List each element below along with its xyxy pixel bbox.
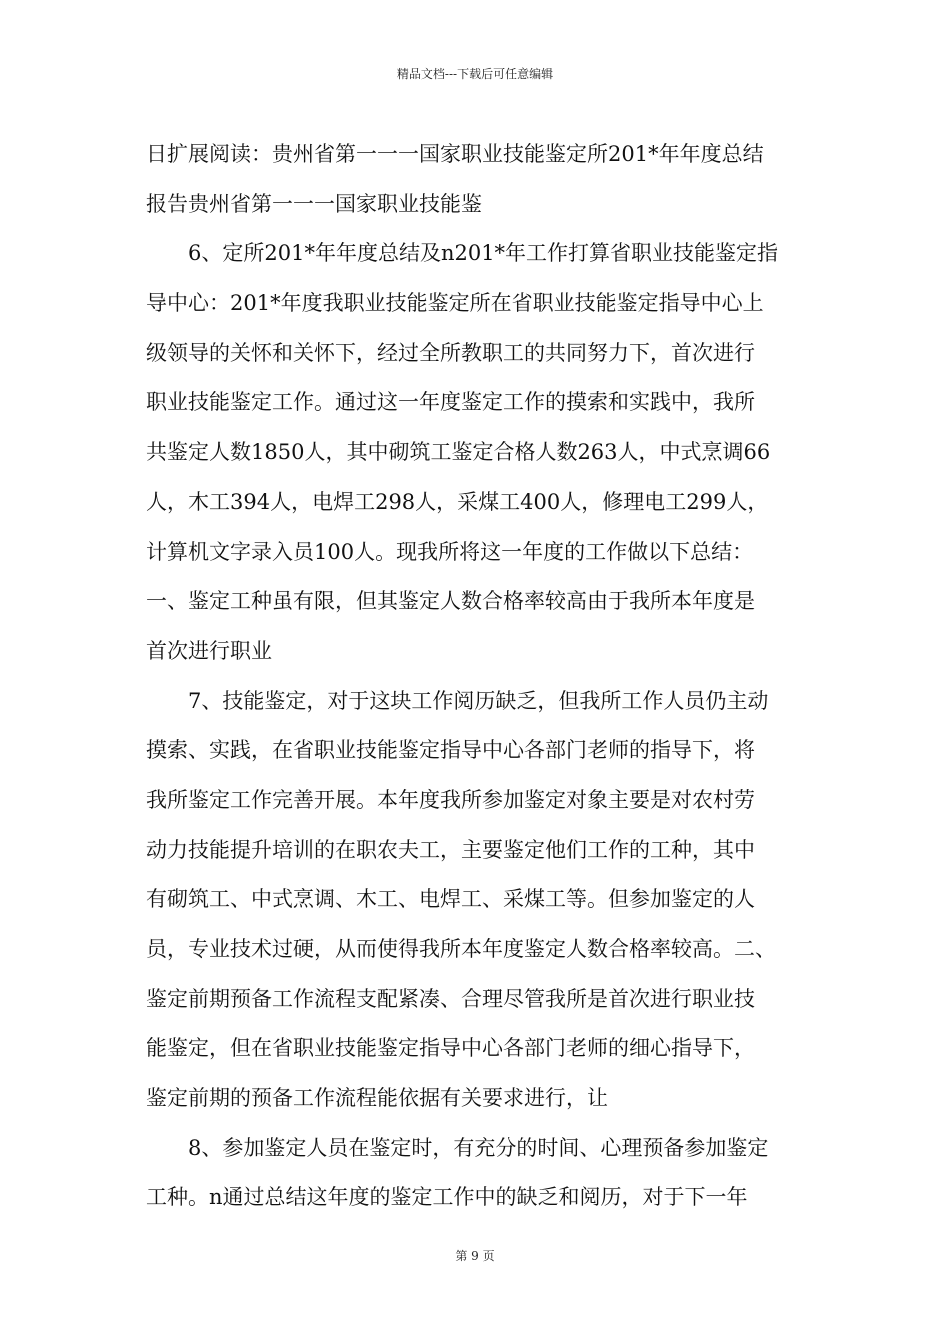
text-line: 计算机文字录入员100人。现我所将这一年度的工作做以下总结： <box>146 539 754 564</box>
text-line: 能鉴定，但在省职业技能鉴定指导中心各部门老师的细心指导下， <box>146 1036 755 1061</box>
page-header: 精品文档---下载后可任意编辑 <box>396 67 554 81</box>
page-number: 第 9 页 <box>455 1249 495 1263</box>
text-line: 动力技能提升培训的在职农夫工，主要鉴定他们工作的工种，其中 <box>146 837 755 862</box>
text-line: 职业技能鉴定工作。通过这一年度鉴定工作的摸索和实践中，我所 <box>146 390 755 415</box>
document-body <box>146 130 826 1223</box>
text-line: 摸索、实践，在省职业技能鉴定指导中心各部门老师的指导下，将 <box>146 738 755 763</box>
text-line: 导中心：201*年度我职业技能鉴定所在省职业技能鉴定指导中心上 <box>146 291 764 316</box>
text-line: 8、参加鉴定人员在鉴定时，有充分的时间、心理预备参加鉴定 <box>188 1135 769 1160</box>
text-line: 7、技能鉴定，对于这块工作阅历缺乏，但我所工作人员仍主动 <box>188 688 769 713</box>
text-line: 报告贵州省第一一一国家职业技能鉴 <box>146 191 482 216</box>
text-line: 我所鉴定工作完善开展。本年度我所参加鉴定对象主要是对农村劳 <box>146 787 755 812</box>
text-line: 日扩展阅读：贵州省第一一一国家职业技能鉴定所201*年年度总结 <box>146 142 764 166</box>
text-line: 有砌筑工、中式烹调、木工、电焊工、采煤工等。但参加鉴定的人 <box>146 887 755 912</box>
text-line: 一、鉴定工种虽有限，但其鉴定人数合格率较高由于我所本年度是 <box>146 589 755 614</box>
text-line: 级领导的关怀和关怀下，经过全所教职工的共同努力下，首次进行 <box>146 340 755 365</box>
text-line: 员，专业技术过硬，从而使得我所本年度鉴定人数合格率较高。二、 <box>146 937 776 961</box>
text-line: 鉴定前期的预备工作流程能依据有关要求进行，让 <box>146 1086 608 1111</box>
text-line: 共鉴定人数1850人，其中砌筑工鉴定合格人数263人，中式烹调66 <box>146 440 771 465</box>
text-line: 人，木工394人，电焊工298人，采煤工400人，修理电工299人， <box>146 489 769 514</box>
text-line: 鉴定前期预备工作流程支配紧凑、合理尽管我所是首次进行职业技 <box>146 986 755 1011</box>
text-line: 6、定所201*年年度总结及n201*年工作打算省职业技能鉴定指 <box>188 241 779 266</box>
text-line: 首次进行职业 <box>146 638 272 663</box>
text-line: 工种。n通过总结这年度的鉴定工作中的缺乏和阅历，对于下一年 <box>146 1185 748 1210</box>
